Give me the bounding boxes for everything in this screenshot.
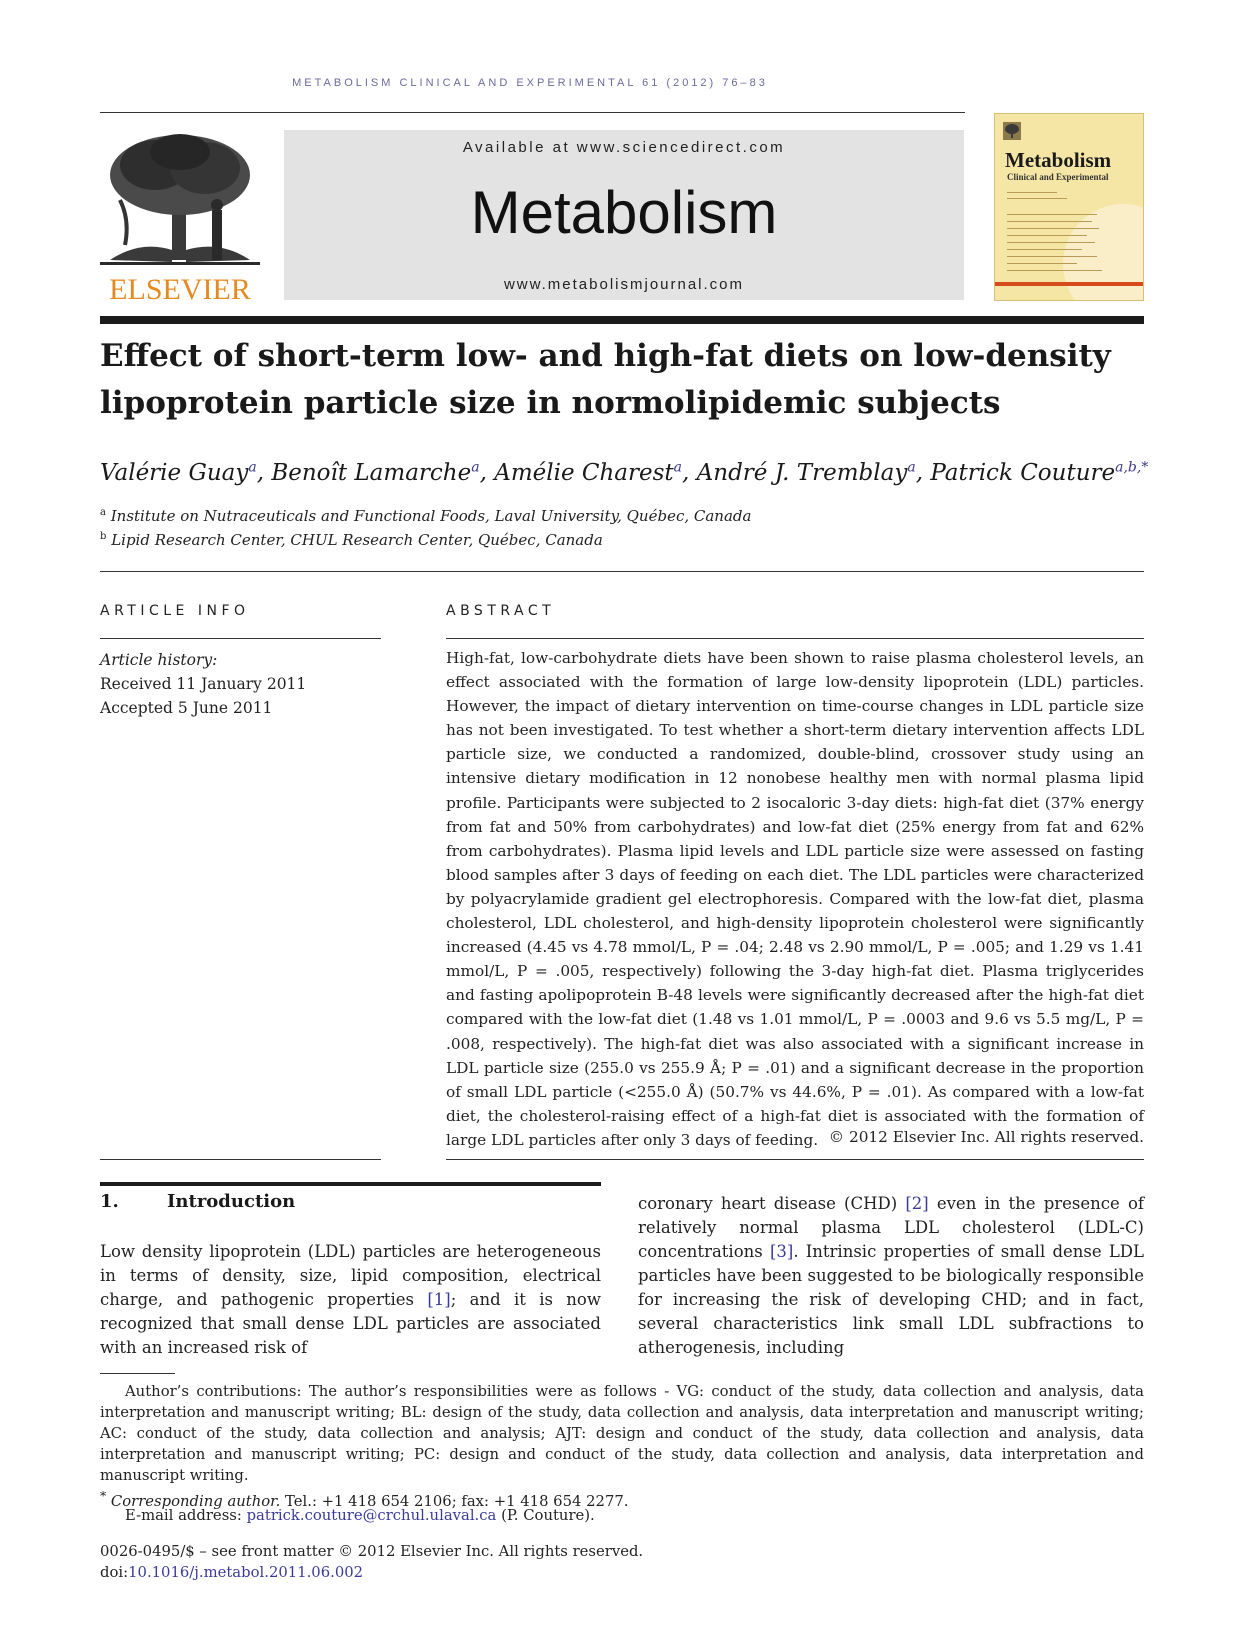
cover-text-line bbox=[1007, 221, 1092, 222]
author-affiliation-marker[interactable]: a,b,* bbox=[1115, 459, 1149, 475]
author-affiliation-marker[interactable]: a bbox=[673, 459, 683, 475]
journal-cover-thumbnail[interactable] bbox=[994, 113, 1144, 301]
cover-decoration bbox=[1063, 204, 1144, 301]
article-history bbox=[100, 648, 306, 720]
abstract-rule bbox=[446, 638, 1144, 639]
author-separator: , bbox=[479, 459, 495, 486]
author-separator: , bbox=[915, 459, 931, 486]
doi-link[interactable]: 10.1016/j.metabol.2011.06.002 bbox=[128, 1564, 364, 1581]
author[interactable]: André J. Tremblay$^a$ bbox=[696, 459, 916, 486]
journal-banner bbox=[284, 130, 964, 300]
article-history-label: Article history: bbox=[100, 651, 218, 669]
cover-text-line bbox=[1007, 270, 1102, 271]
author-affiliation-marker[interactable]: a bbox=[471, 459, 480, 475]
citation-link[interactable]: [1] bbox=[427, 1290, 451, 1309]
cover-text-line bbox=[1007, 198, 1067, 199]
article-title: Effect of short-term low- and high-fat diets on low-density lipoprotein particle size in normolipidemic subjects bbox=[100, 338, 1111, 421]
article-info-heading: ARTICLE INFO bbox=[100, 603, 250, 619]
citation-link[interactable]: [2] bbox=[905, 1194, 929, 1213]
section-title: Introduction bbox=[167, 1191, 296, 1212]
article-info-rule bbox=[100, 638, 381, 639]
cover-bar bbox=[995, 282, 1143, 286]
author[interactable]: Amélie Charest$^a$ bbox=[494, 459, 683, 486]
cover-text-line bbox=[1007, 228, 1099, 229]
abstract-heading: ABSTRACT bbox=[446, 603, 556, 619]
footnote-marker: * bbox=[100, 1489, 107, 1503]
author-separator: , bbox=[256, 459, 272, 486]
elsevier-tree-icon bbox=[100, 130, 260, 270]
cover-text-line bbox=[1007, 242, 1095, 243]
received-date: Received 11 January 2011 bbox=[100, 675, 307, 693]
section-heading-introduction bbox=[100, 1191, 295, 1212]
running-head bbox=[100, 77, 1238, 89]
cover-subtitle: Clinical and Experimental bbox=[1007, 172, 1109, 182]
cover-text-line bbox=[1007, 235, 1087, 236]
elsevier-wordmark: ELSEVIER bbox=[109, 273, 251, 306]
running-head-text: METABOLISM CLINICAL AND EXPERIMENTAL 61 (2012) 76–83 bbox=[292, 77, 768, 89]
email-footnote: E-mail address: patrick.couture@crchul.ulaval.ca (P. Couture). bbox=[125, 1507, 595, 1524]
citation-link[interactable]: [3] bbox=[769, 1242, 794, 1261]
sciencedirect-availability[interactable]: Available at www.sciencedirect.com bbox=[462, 139, 786, 156]
header-rule bbox=[100, 112, 965, 113]
cover-text-line bbox=[1007, 249, 1082, 250]
cover-text-line bbox=[1007, 192, 1057, 193]
author-affiliation-marker[interactable]: a bbox=[907, 459, 916, 475]
abstract-copyright: © 2012 Elsevier Inc. All rights reserved. bbox=[828, 1128, 1144, 1146]
doi-line: doi:10.1016/j.metabol.2011.06.002 bbox=[100, 1564, 364, 1581]
accepted-date: Accepted 5 June 2011 bbox=[100, 699, 273, 717]
intro-column-1: Low density lipoprotein (LDL) particles are heterogeneous in terms of density, size, lipid composition, electrical charge, and pathogenic properties [1]; and it is now recognized that small dense LDL particles are associated with an increased risk of bbox=[100, 1242, 601, 1357]
corresponding-author-footnote: * Corresponding author. Tel.: +1 418 654 2106; fax: +1 418 654 2277. bbox=[100, 1489, 629, 1510]
section-rule bbox=[100, 1182, 601, 1186]
author[interactable]: Patrick Couture$^{a,b,*}$ bbox=[930, 459, 1149, 486]
journal-url[interactable]: www.metabolismjournal.com bbox=[503, 276, 745, 293]
affiliation-b: $^b$ Lipid Research Center, CHUL Research Center, Québec, Canada bbox=[100, 531, 603, 549]
affiliation-marker: b bbox=[100, 531, 107, 542]
article-info-bottom-rule bbox=[100, 1159, 381, 1160]
cover-text-line bbox=[1007, 256, 1097, 257]
journal-name: Metabolism bbox=[470, 179, 778, 246]
section-number: 1. bbox=[100, 1191, 119, 1212]
cover-text-line bbox=[1007, 263, 1077, 264]
author-separator: , bbox=[682, 459, 697, 486]
elsevier-logo[interactable] bbox=[100, 130, 260, 305]
author-list bbox=[100, 459, 1160, 486]
footnote-rule bbox=[100, 1373, 175, 1374]
cover-publisher-icon bbox=[1003, 122, 1021, 140]
author-contributions-footnote: Author’s contributions: The author’s responsibilities were as follows - VG: conduct of the study, data collection and analysis, data interpretation and manuscript writing; BL: design of the study, data collection and analysis, data interpretation and manuscript writing; AC: conduct of the study, data collection and analysis; AJT: design and conduct of the study, data collection and analysis, data interpretation and manuscript writing; PC: design and conduct of the study, data collection and analysis, data interpretation and manuscript writing. bbox=[100, 1383, 1144, 1484]
abstract-bottom-rule bbox=[446, 1159, 1144, 1160]
cover-text-line bbox=[1007, 214, 1097, 215]
affiliation-a: $^a$ Institute on Nutraceuticals and Functional Foods, Laval University, Québec, Canada bbox=[100, 507, 752, 525]
intro-column-2: coronary heart disease (CHD) [2] even in the presence of relatively normal plasma LDL cholesterol (LDL-C) concentrations [3]. Intrinsic properties of small dense LDL particles have been suggested to be biologically responsible for increasing the risk of developing CHD; and in fact, several characteristics link small LDL subfractions to atherogenesis, including bbox=[638, 1194, 1145, 1357]
email-link[interactable]: patrick.couture@crchul.ulaval.ca bbox=[246, 1507, 497, 1524]
abstract-text: High-fat, low-carbohydrate diets have been shown to raise plasma cholesterol levels, an effect associated with the formation of large low-density lipoprotein (LDL) particles. However, the impact of dietary intervention on time-course changes in LDL particle size has not been investigated. To test whether a short-term dietary intervention affects LDL particle size, we conducted a randomized, double-blind, crossover study using an intensive dietary modification in 12 nonobese healthy men with normal plasma lipid profile. Participants were subjected to 2 isocaloric 3-day diets: high-fat diet (37% energy from fat and 50% from carbohydrates) and low-fat diet (25% energy from fat and 62% from carbohydrates). Plasma lipid levels and LDL particle size were assessed on fasting blood samples after 3 days of feeding on each diet. The LDL particles were characterized by polyacrylamide gradient gel electrophoresis. Compared with the low-fat diet, plasma cholesterol, LDL cholesterol, and high-density lipoprotein cholesterol were significantly increased (4.45 vs 4.78 mmol/L, P = .04; 2.48 vs 2.90 mmol/L, P = .005; and 1.29 vs 1.41 mmol/L, P = .005, respectively) following the 3-day high-fat diet. Plasma triglycerides and fasting apolipoprotein B-48 levels were significantly decreased after the high-fat diet compared with the low-fat diet (1.48 vs 1.01 mmol/L, P = .0003 and 9.6 vs 5.5 mg/L, P = .008, respectively). The high-fat diet was also associated with a significant increase in LDL particle size (255.0 vs 255.9 Å; P = .01) and a significant decrease in the proportion of small LDL particle (<255.0 Å) (50.7% vs 44.6%, P = .01). As compared with a low-fat diet, the cholesterol-raising effect of a high-fat diet is associated with the formation of large LDL particles after only 3 days of feeding. bbox=[446, 649, 1144, 1149]
author[interactable]: Valérie Guay$^a$ bbox=[100, 459, 257, 486]
author-affiliation-marker[interactable]: a bbox=[248, 459, 257, 475]
author[interactable]: Benoît Lamarche$^a$ bbox=[271, 459, 480, 486]
affiliation-marker: a bbox=[100, 507, 106, 518]
issn-line: 0026-0495/$ – see front matter © 2012 Elsevier Inc. All rights reserved. bbox=[100, 1543, 644, 1560]
cover-title: Metabolism bbox=[1005, 148, 1112, 172]
masthead-rule bbox=[100, 316, 1144, 324]
front-matter-info bbox=[100, 1541, 643, 1583]
front-matter-rule bbox=[100, 571, 1144, 572]
